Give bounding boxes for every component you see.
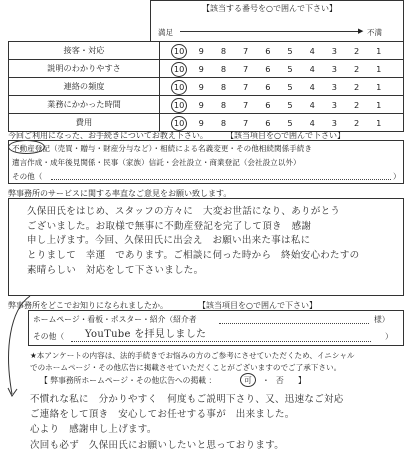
source-line-1: ホームページ・看板・ポスター・紹介（紹介者 [33,315,197,324]
rating-score[interactable]: 7 [243,63,249,74]
rating-score[interactable]: 1 [376,117,382,128]
rating-score[interactable]: 1 [376,81,382,92]
rating-score[interactable]: 9 [198,117,204,128]
scale-low-label: 不満 [367,28,382,37]
rating-score[interactable]: 1 [376,45,382,56]
rating-row-label: 連絡の頻度 [9,78,160,96]
rating-score[interactable]: 6 [265,63,271,74]
rating-scale-cell [160,78,404,96]
rating-score-selected[interactable]: 10 [168,118,190,128]
rating-score[interactable]: 6 [265,45,271,56]
rating-scale-cell [160,42,404,60]
rating-score[interactable]: 7 [243,99,249,110]
closing-line: 次回も必ず 久保田氏にお願いしたいと思っております。 [30,439,285,451]
rating-row [9,60,404,78]
feedback-line: ございました。お取様で無事に不動産登記を完了して頂き 感謝 [27,220,312,232]
consent-close: 】 [298,376,306,385]
rating-score[interactable]: 4 [309,63,315,74]
rating-score[interactable]: 7 [243,45,249,56]
rating-score[interactable]: 9 [198,81,204,92]
rating-score[interactable]: 3 [331,63,338,74]
rating-score[interactable]: 8 [220,117,227,128]
rating-score[interactable]: 4 [309,81,315,92]
rating-score[interactable]: 6 [265,99,271,110]
rating-scale-cell [160,96,404,114]
rating-row-label: 費用 [9,114,160,132]
rating-row-label: 説明のわかりやすさ [9,60,160,78]
rating-header-frame [150,0,404,41]
rating-score[interactable]: 4 [309,45,315,56]
rating-score[interactable]: 8 [220,45,227,56]
rating-score[interactable]: 1 [376,63,382,74]
consent-no: 否 [276,376,284,385]
rating-score[interactable]: 9 [198,45,204,56]
rating-row-label: 接客・対応 [9,42,160,60]
closing-line: ご連絡をして頂き 安心してお任せする事が 出来ました。 [30,409,295,421]
rating-score[interactable]: 5 [287,99,293,110]
rating-score[interactable]: 2 [353,45,360,56]
rating-score[interactable]: 5 [287,45,293,56]
closing-note [30,392,406,453]
consent-yes: 可 [244,376,252,385]
procedure-line-1: 不動産登記（売買・贈与・財産分与など）・相続による名義変更・その他相続関係手続き [12,144,312,153]
rating-score[interactable]: 5 [287,117,293,128]
procedure-header: 【該当項目を○で囲んで下さい】 [226,131,345,140]
rating-header: 【該当する番号を○で囲んで下さい】 [202,4,337,13]
rating-score[interactable]: 3 [331,81,338,92]
feedback-text [27,205,399,279]
source-box [28,310,404,346]
rating-score-selected[interactable]: 10 [168,64,190,74]
rating-score[interactable]: 9 [198,99,204,110]
procedure-line-2: 遺言作成・成年後見関係・民事（家族）信託・会社設立・商業登記（会社設立以外） [12,158,301,167]
rating-score-selected[interactable]: 10 [168,82,190,92]
rating-scale-cell [160,60,404,78]
notice-line-2: でのホームページ・その他広告に掲載させていただくことがございますのでご了承下さい。 [30,363,342,372]
arrow-head-icon: ▶ [358,27,364,35]
rating-score[interactable]: 9 [198,63,204,74]
rating-score[interactable]: 8 [220,63,227,74]
rating-score[interactable]: 2 [353,63,360,74]
procedure-other-close: ） [393,172,401,181]
source-line-1-end: 様） [374,315,390,324]
rating-row [9,96,404,114]
rating-row [9,114,404,132]
rating-score-selected[interactable]: 10 [168,100,190,110]
rating-score[interactable]: 1 [376,99,382,110]
rating-score[interactable]: 3 [331,117,338,128]
rating-score[interactable]: 6 [265,117,271,128]
procedure-other-label: その他（ [12,172,43,181]
procedure-other-line [51,179,391,180]
source-other-value: YouTube を拝見しました [85,329,207,340]
rating-row-label: 業務にかかった時間 [9,96,160,114]
feedback-box [8,198,404,296]
scale-high-label: 満足 [158,28,173,37]
feedback-line: 素晴らしい 対応をして下さいました。 [27,264,204,276]
rating-score[interactable]: 3 [331,99,338,110]
feedback-line: とりまして 幸運 であります。ご相談に伺った時から 終始安心わたすの [27,250,360,262]
rating-score[interactable]: 2 [353,117,360,128]
source-other-label: その他（ [33,332,65,341]
rating-row [9,78,404,96]
rating-score[interactable]: 2 [353,81,360,92]
referrer-line [219,323,369,324]
rating-scale-cell [160,114,404,132]
source-other-line [71,341,371,342]
source-header: 【該当項目を○で囲んで下さい】 [198,301,317,310]
rating-row [9,42,404,60]
source-prompt: 弊事務所をどこでお知りになられましたか。 [8,301,168,310]
rating-score[interactable]: 4 [309,117,315,128]
rating-score[interactable]: 2 [353,99,360,110]
feedback-line: 久保田氏をはじめ、スタッフの方々に 大変お世話になり、ありがとう [27,206,341,217]
notice-line-1: ★本アンケートの内容は、法的手続きでお悩みの方のご参考にさせていただくため、イニシャル [30,351,355,360]
closing-line: 不慣れな私に 分かりやすく 何度もご説明下さり、又、迅速なご対応 [30,394,344,405]
procedure-box [8,140,404,184]
consent-selected-ring [240,373,256,387]
consent-label: 【 弊事務所ホームページ・その他広告への掲載 ： [40,376,217,385]
rating-score[interactable]: 8 [220,99,227,110]
rating-score-selected[interactable]: 10 [168,46,190,56]
rating-score[interactable]: 7 [243,117,249,128]
feedback-prompt: 弊事務所のサービスに関する率直なご意見をお願い致します。 [8,189,232,198]
rating-score[interactable]: 5 [287,81,293,92]
rating-score[interactable]: 6 [265,81,271,92]
rating-score[interactable]: 3 [331,45,338,56]
rating-score[interactable]: 8 [220,81,227,92]
feedback-line: 申し上げます。今回、久保田氏に出会え お願い出来た事は私に [27,235,311,247]
consent-sep: ・ [262,376,270,385]
rating-table [8,41,404,132]
selected-ring [8,140,45,154]
rating-score[interactable]: 4 [309,99,315,110]
source-other-close: ） [385,332,393,341]
rating-score[interactable]: 7 [243,81,249,92]
closing-line: 心より 感謝申し上げます。 [30,424,157,436]
procedure-prompt: 今回ご利用になった、お手続きについてお教え下さい。 [8,131,208,140]
rating-score[interactable]: 5 [287,63,293,74]
